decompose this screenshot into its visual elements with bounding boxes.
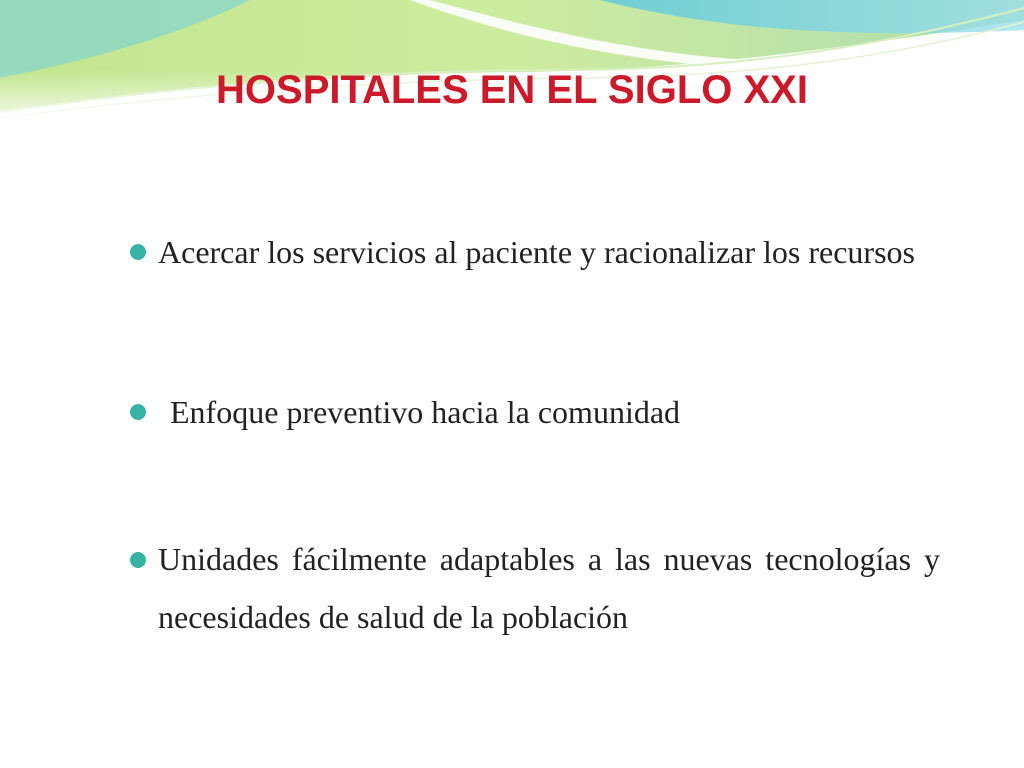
list-item bbox=[130, 232, 940, 272]
bullet-dot-icon bbox=[130, 552, 146, 568]
bullet-text: Acercar los servicios al paciente y racionalizar los recursos bbox=[158, 234, 915, 270]
slide-title: HOSPITALES EN EL SIGLO XXI bbox=[216, 68, 808, 112]
bullet-dot-icon bbox=[130, 404, 146, 420]
bullet-text: Unidades fácilmente adaptables a las nuevas tecnologías y necesidades de salud de la población bbox=[158, 541, 940, 635]
list-item bbox=[130, 530, 940, 646]
bullet-text: Enfoque preventivo hacia la comunidad bbox=[170, 394, 681, 430]
bullet-dot-icon bbox=[130, 244, 146, 260]
list-item bbox=[130, 392, 940, 432]
